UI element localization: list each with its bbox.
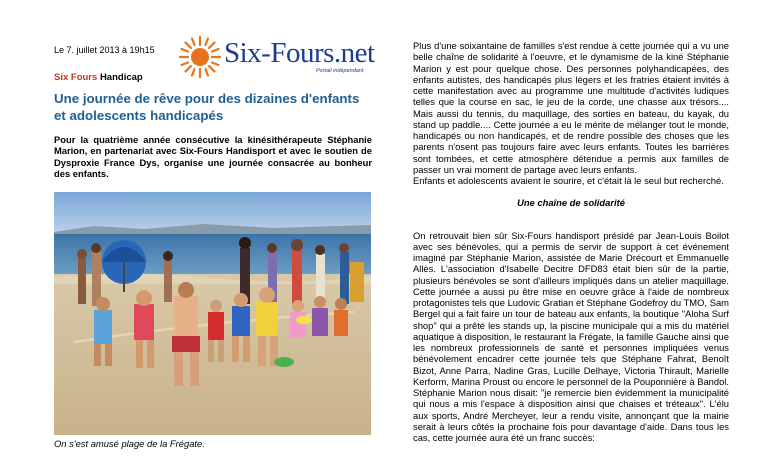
article-paragraph-1: Plus d'une soixantaine de familles s'est rendue à cette journée qui a vu une belle chaîne de solidarité à l'oeuvre, et le dynamisme de la kiné Stéphanie Marion y est pour quelque chose. Des personnes polyhandicapées, des enfants autistes, des handicapés plus légers et les fratries étaient invités à cette manifestation avec au programme une multitude d'activités ludiques telles que la course en sac, le jeu de la corde, une chasse aux trésors.... Mais aussi du tennis, du maquillage, des sorties en bateau, du kayak, du stand up paddle.... Cette journée a eu le mérite de mélanger tout le monde, handicapés ou non handicapés, et de rendre possible des choses que les parents n'osent pas toujours faire avec leurs enfants. Toutes les barrières sont tombées, et cette atmosphère détendue a permis aux familles de passer un vrai moment de partage avec leurs enfants. xyxy=(413,40,729,175)
article-photo xyxy=(54,192,371,435)
logo-text: Six-Fours.net xyxy=(224,37,375,69)
category-primary[interactable]: Six Fours xyxy=(54,72,98,83)
logo-subtitle: Portail indépendant xyxy=(316,68,364,74)
site-logo[interactable] xyxy=(178,35,378,79)
category-line xyxy=(54,72,143,83)
right-column xyxy=(413,40,729,443)
article-title: Une journée de rêve pour des dizaines d'enfants et adolescents handicapés xyxy=(54,91,360,123)
article-paragraph-2: Enfants et adolescents avaient le sourire, et c'était là le seul but recherché. xyxy=(413,175,724,186)
category-secondary[interactable]: Handicap xyxy=(99,72,143,83)
photo-caption: On s'est amusé plage de la Frégate. xyxy=(54,438,205,449)
sun-icon xyxy=(178,35,222,79)
article-paragraph-3: On retrouvait bien sûr Six-Fours handisport présidé par Jean-Louis Boilot avec ses bénévoles, qui a permis de servir de support à cet événement imaginé par Stéphanie Marion, assistée de Marie Drécourt et Emmanuelle Allès. L'association d'Isabelle Decitre DFD83 était bien sûr de la partie, plusieurs bénévoles se sont d'ailleurs impliqués dans un atelier maquillage. Cette journée a aussi pu être mise en oeuvre grâce à l'aide de nombreux protagonistes tels que Ludovic Gratian et Stéphane Godefroy du TMO, Sam Bergel qui a fait faire un tour de bateau aux enfants, la boutique "Aloha Surf shop" qui a prêté les stands up, la piscine municipale qui a mis du matériel aquatique à disposition, le restaurant la Frégate, la famille Gauche ainsi que les nombreux professionnels de santé et personnes impliquées venus bénévolement encadrer cette journée tels que Stéphane Fahrat, Benoît Bizot, Anne Parra, Nadine Gras, Lucille Delhaye, Victoria Thirault, Marielle Kerform, Marina Proust ou encore le personnel de la Pouponnière à Bandol. Stéphanie Marion nous disait: "je remercie bien évidemment la municipalité qui nous a mis l'espace à disposition ainsi que chaises et tréteaux". L'élu aux sports, André Mercheyer, leur a rendu visite, annonçant que la mairie serait à leurs côtés la prochaine fois pour davantage d'aide. Dans tous les cas, cette journée aura été un franc succès: xyxy=(413,229,729,443)
article-intro: Pour la quatrième année consécutive la kinésithérapeute Stéphanie Marion, en partenariat avec Six-Fours Handisport et avec le soutien de Dysproxie France Dys, organise une journée consacrée au bonheur des enfants. xyxy=(54,134,372,179)
beach-scene-image xyxy=(54,192,371,435)
publication-date: Le 7. juillet 2013 à 19h15 xyxy=(54,45,155,55)
article-subheading: Une chaîne de solidarité xyxy=(517,197,625,209)
